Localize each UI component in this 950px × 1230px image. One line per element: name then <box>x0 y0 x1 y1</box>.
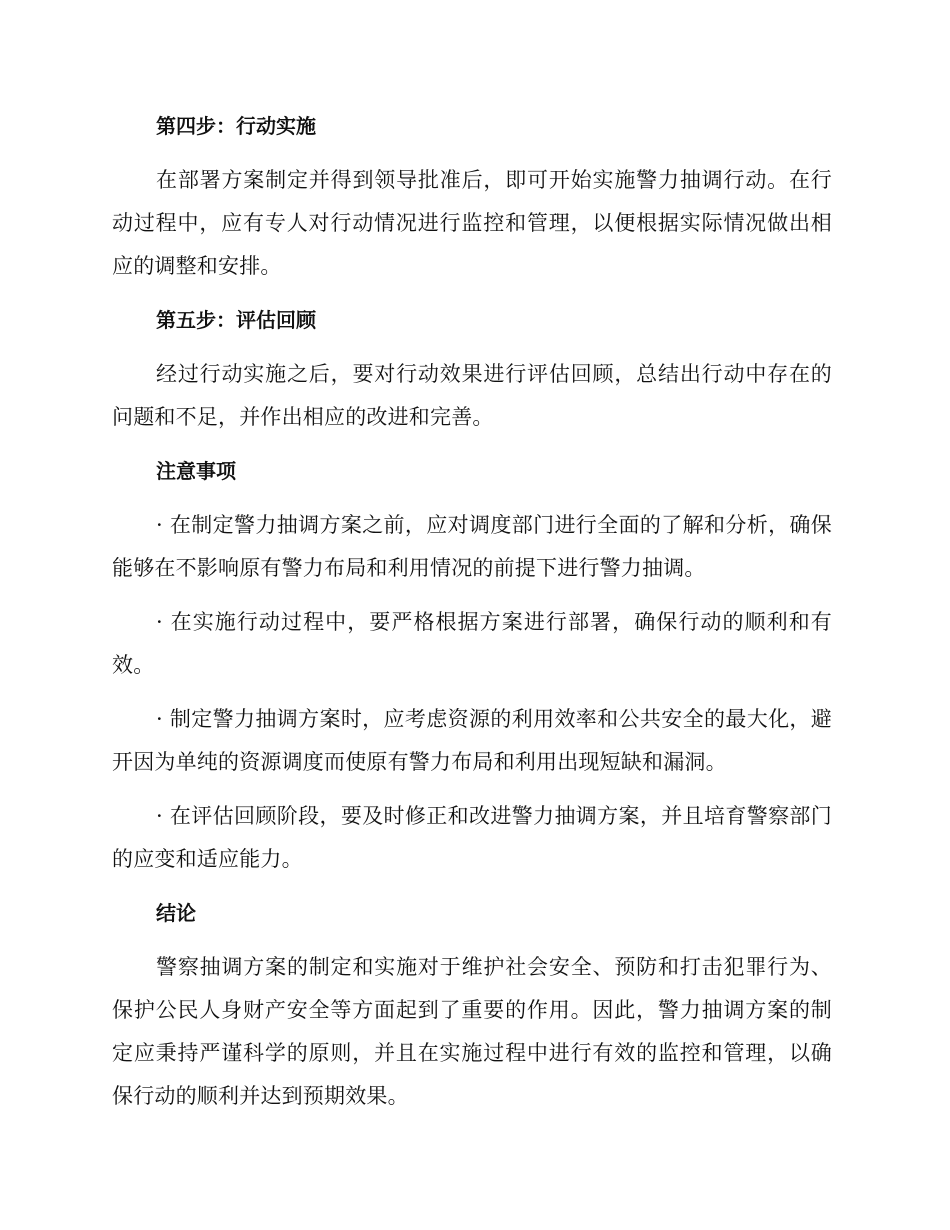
section-heading: 第四步：行动实施 <box>156 114 316 138</box>
document-page <box>112 105 832 1129</box>
section-heading: 第五步：评估回顾 <box>156 308 316 332</box>
bullet-item: · 在实施行动过程中，要严格根据方案进行部署，确保行动的顺利和有效。 <box>112 610 832 677</box>
section-notes <box>112 450 832 881</box>
paragraph: 经过行动实施之后，要对行动效果进行评估回顾，总结出行动中存在的问题和不足，并作出相应的改进和完善。 <box>112 362 832 429</box>
paragraph: 警察抽调方案的制定和实施对于维护社会安全、预防和打击犯罪行为、保护公民人身财产安全等方面起到了重要的作用。因此，警力抽调方案的制定应秉持严谨科学的原则，并且在实施过程中进行有效的监控和管理，以确保行动的顺利并达到预期效果。 <box>112 955 832 1108</box>
section-heading: 注意事项 <box>156 459 236 483</box>
section-conclusion <box>112 892 832 1118</box>
section-heading: 结论 <box>156 901 196 925</box>
section-step-four <box>112 105 832 288</box>
section-step-five <box>112 299 832 439</box>
paragraph: 在部署方案制定并得到领导批准后，即可开始实施警力抽调行动。在行动过程中，应有专人对行动情况进行监控和管理，以便根据实际情况做出相应的调整和安排。 <box>112 168 832 278</box>
bullet-item: · 制定警力抽调方案时，应考虑资源的利用效率和公共安全的最大化，避开因为单纯的资源调度而使原有警力布局和利用出现短缺和漏洞。 <box>112 707 832 774</box>
bullet-item: · 在制定警力抽调方案之前，应对调度部门进行全面的了解和分析，确保能够在不影响原有警力布局和利用情况的前提下进行警力抽调。 <box>112 513 832 580</box>
bullet-item: · 在评估回顾阶段，要及时修正和改进警力抽调方案，并且培育警察部门的应变和适应能力。 <box>112 804 832 871</box>
